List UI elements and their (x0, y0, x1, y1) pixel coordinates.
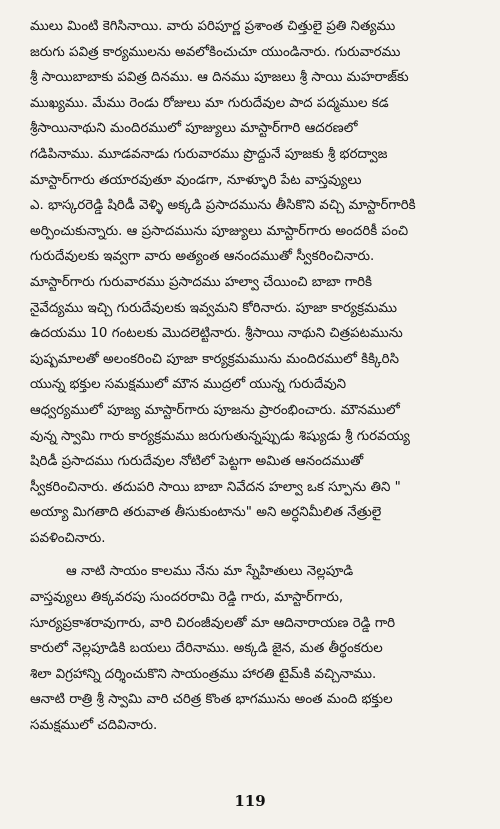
text-line: ఎ. భాస్కరరెడ్డి షిరిడీ వెళ్ళి అక్కడి ప్రసాదమును తీసికొని వచ్చి మాస్టార్‌గారికి (30, 198, 416, 214)
text-line: మాస్టార్‌గారు తయారవుతూ వుండగా, నూళ్ళూరి పేట వాస్తవ్యులు (30, 172, 362, 188)
page-number: 119 (234, 792, 266, 810)
paragraph-1 (30, 14, 478, 551)
text-line: నైవేద్యము ఇచ్చి గురుదేవులకు ఇవ్వమని కోరినారు. పూజా కార్యక్రమము (30, 300, 398, 316)
text-line: సమక్షములో చదివినారు. (30, 718, 158, 734)
text-line: శ్రీసాయినాథుని మందిరములో పూజ్యులు మాస్టార్‌గారి ఆదరణలో (30, 121, 358, 137)
text-line: ములు మింటి కెగిసినాయి. వారు పరిపూర్ణ ప్రశాంత చిత్తులై ప్రతి నిత్యము (30, 19, 396, 34)
text-line: ఆనాటి రాత్రి శ్రీ స్వామి వారి చరిత్ర కొంత భాగమును అంత మంది భక్తుల (30, 692, 393, 708)
text-line: ఆ నాటి సాయం కాలము నేను మా స్నేహితులు నెల్లపూడి (66, 564, 354, 580)
text-line: యున్న భక్తుల సమక్షములో మౌన ముద్రలో యున్న గురుదేవుని (30, 377, 347, 393)
paragraph-2 (30, 559, 478, 738)
text-line: అర్పించుకున్నారు. ఆ ప్రసాదమును పూజ్యులు మాస్టార్‌గారు అందరికీ పంచి (30, 223, 409, 239)
text-line: సూర్యప్రకాశరావుగారు, వారి చిరంజీవులతో మా ఆదినారాయణ రెడ్డి గారి (30, 615, 396, 631)
text-line: మాస్టార్‌గారు గురువారము ప్రసాదము హల్వా చేయించి బాబా గారికి (30, 274, 373, 290)
text-line: జరుగు పవిత్ర కార్యములను అవలోకించుచూ యుండినారు. గురువారము (30, 44, 401, 60)
text-line: ఉదయము 10 గంటలకు మొదలెట్టినారు. శ్రీసాయి నాథుని చిత్రపటమును (30, 326, 403, 342)
text-line: ముఖ్యము. మేము రెండు రోజులు మా గురుదేవుల పాద పద్మముల కడ (30, 95, 389, 111)
text-line: శ్రీ సాయిబాబాకు పవిత్ర దినము. ఆ దినము పూజలు శ్రీ సాయి మహరాజ్‌కు (30, 70, 409, 86)
text-line: శిలా విగ్రహాన్ని దర్శించుకొని సాయంత్రము హారతి టైమ్‌కి వచ్చినాము. (30, 666, 377, 682)
text-line: పవళించినారు. (30, 530, 106, 546)
text-line: షిరిడీ ప్రసాదము గురుదేవుల నోటిలో పెట్టగా అమిత ఆనందముతో (30, 454, 364, 470)
text-line: వున్న స్వామి గారు కార్యక్రమము జరుగుతున్నప్పుడు శిష్యుడు శ్రీ గురవయ్య (30, 428, 410, 444)
text-line: పుష్పమాలతో అలంకరించి పూజా కార్యక్రమమును మందిరములో కిక్కిరిసి (30, 351, 399, 367)
text-line: వాస్తవ్యులు తిక్కవరపు సుందరరామి రెడ్డి గారు, మాస్టార్‌గారు, (30, 590, 344, 606)
text-line: అయ్యా మిగతాది తరువాత తీసుకుంటాను" అని అర్ధనిమీలిత నేత్రులై (30, 505, 382, 521)
text-line: స్వీకరించినారు. తదుపరి సాయి బాబా నివేదన హల్వా ఒక స్పూను తిని " (30, 479, 401, 495)
text-line: గురుదేవులకు ఇవ్వగా వారు అత్యంత ఆనందముతో స్వీకరించినారు. (30, 249, 375, 265)
text-line: గడిపినాము. మూడవనాడు గురువారము ప్రొద్దునే పూజకు శ్రీ భరద్వాజ (30, 146, 388, 162)
text-line: ఆధ్వర్యములో పూజ్య మాస్టార్‌గారు పూజను ప్రారంభించారు. మౌనములో (30, 402, 400, 418)
text-line: కారులో నెల్లపూడికి బయలు దేరినాము. అక్కడి జైన, మత తీర్థంకరుల (30, 641, 383, 657)
